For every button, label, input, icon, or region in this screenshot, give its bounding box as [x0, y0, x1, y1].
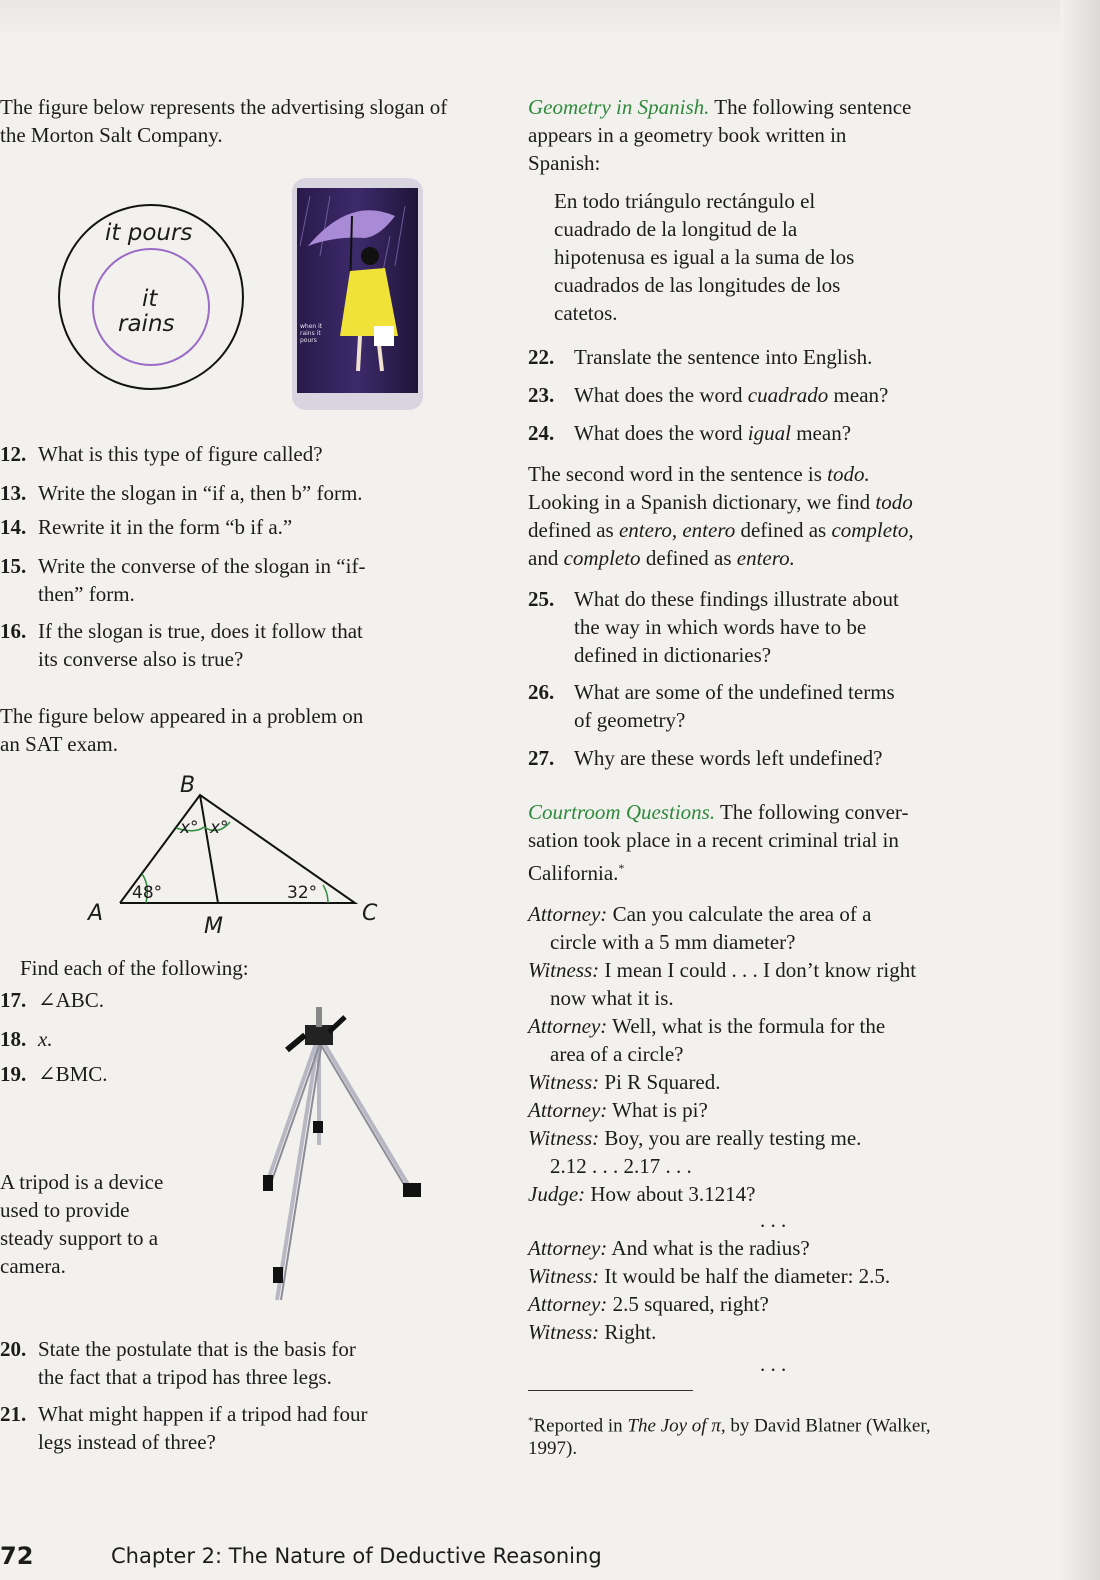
- morton-salt-can-photo: [290, 176, 425, 412]
- dialogue-witness-4: Witness: It would be half the diameter: 2.5.: [528, 1264, 891, 1288]
- dialogue-witness-5: Witness: Right.: [528, 1320, 657, 1344]
- venn-outer-label: it pours: [105, 220, 193, 246]
- courtroom-intro-3: California.*: [528, 861, 625, 885]
- question-13: 13. Write the slogan in “if a, then b” form.: [0, 481, 363, 505]
- spanish-intro-3: Spanish:: [528, 151, 601, 175]
- tripod-line-2: used to provide: [0, 1198, 130, 1222]
- dialogue-witness-3-cont: 2.12 . . . 2.17 . . .: [550, 1154, 692, 1178]
- spanish-heading: Geometry in Spanish.: [528, 95, 710, 119]
- dialogue-attorney-2-cont: area of a circle?: [550, 1042, 684, 1066]
- footnote-2: 1997).: [528, 1438, 578, 1459]
- question-27: 27. Why are these words left undefined?: [528, 746, 883, 770]
- footnote-divider: [528, 1390, 693, 1391]
- angle-x-right-label: x°: [210, 818, 229, 838]
- vertex-b: B: [180, 773, 196, 798]
- page-shadow-right: [1060, 0, 1100, 1580]
- footnote-1: *Reported in The Joy of π, by David Blatner (Walker,: [528, 1415, 931, 1437]
- dialogue-attorney-1-cont: circle with a 5 mm diameter?: [550, 930, 796, 954]
- intro-morton: The figure below represents the advertising slogan of the Morton Salt Company.: [0, 95, 448, 147]
- dialogue-witness-2: Witness: Pi R Squared.: [528, 1070, 721, 1094]
- question-22: 22. Translate the sentence into English.: [528, 345, 873, 369]
- question-23: 23. What does the word cuadrado mean?: [528, 383, 889, 407]
- segment-bm: [200, 795, 218, 903]
- todo-para-4: and completo defined as entero.: [528, 546, 795, 570]
- spanish-quote-3: hipotenusa es igual a la suma de los: [554, 245, 855, 269]
- todo-para-1: The second word in the sentence is todo.: [528, 462, 870, 486]
- question-25: 25. What do these findings illustrate about the way in which words have to be defined in dictionaries?: [528, 587, 899, 667]
- dialogue-attorney-4: Attorney: And what is the radius?: [528, 1236, 810, 1260]
- todo-para-2: Looking in a Spanish dictionary, we find todo: [528, 490, 913, 514]
- vertex-c: C: [362, 901, 378, 926]
- dialogue-witness-1-cont: now what it is.: [550, 986, 674, 1010]
- vertex-m: M: [204, 914, 223, 939]
- question-26: 26. What are some of the undefined terms of geometry?: [528, 680, 895, 732]
- question-19: 19. ∠BMC.: [0, 1062, 108, 1086]
- todo-para-3: defined as entero, entero defined as completo,: [528, 518, 914, 542]
- dialogue-ellipsis-2: . . .: [760, 1352, 787, 1376]
- intro-sat-1: The figure below appeared in a problem on: [0, 704, 364, 728]
- triangle-figure: [80, 770, 400, 950]
- question-15: 15. Write the converse of the slogan in “if- then” form.: [0, 554, 366, 606]
- can-slogan: when it rains it pours: [300, 323, 323, 344]
- tripod-line-3: steady support to a: [0, 1226, 159, 1250]
- dialogue-ellipsis-1: . . .: [760, 1208, 787, 1232]
- question-24: 24. What does the word igual mean?: [528, 421, 852, 445]
- spanish-quote-4: cuadrados de las longitudes de los: [554, 273, 841, 297]
- vertex-a: A: [88, 901, 104, 926]
- question-14: 14. Rewrite it in the form “b if a.”: [0, 515, 293, 539]
- courtroom-intro-1: Courtroom Questions. The following conver-: [528, 800, 909, 824]
- tripod-line-4: camera.: [0, 1254, 66, 1278]
- intro-sat-2: an SAT exam.: [0, 732, 119, 756]
- question-18: 18. x.: [0, 1027, 53, 1051]
- dialogue-attorney-3: Attorney: What is pi?: [528, 1098, 708, 1122]
- venn-inner-label-1: it: [142, 286, 158, 312]
- angle-c-label: 32°: [287, 883, 318, 903]
- venn-inner-label-2: rains: [118, 311, 175, 337]
- dialogue-witness-3: Witness: Boy, you are really testing me.: [528, 1126, 862, 1150]
- question-21: 21. What might happen if a tripod had four legs instead of three?: [0, 1402, 368, 1454]
- spanish-intro-2: appears in a geometry book written in: [528, 123, 847, 147]
- tripod-line-1: A tripod is a device: [0, 1170, 164, 1194]
- tripod-photo: [255, 1005, 465, 1310]
- angle-a-label: 48°: [132, 883, 163, 903]
- spanish-quote-5: catetos.: [554, 301, 618, 325]
- dialogue-witness-1: Witness: I mean I could . . . I don’t know right: [528, 958, 917, 982]
- footnote-marker: *: [618, 861, 625, 875]
- spanish-quote-2: cuadrado de la longitud de la: [554, 217, 798, 241]
- question-20: 20. State the postulate that is the basis for the fact that a tripod has three legs.: [0, 1337, 356, 1389]
- dialogue-attorney-1: Attorney: Can you calculate the area of a: [528, 902, 872, 926]
- dialogue-attorney-5: Attorney: 2.5 squared, right?: [528, 1292, 769, 1316]
- spanish-quote-1: En todo triángulo rectángulo el: [554, 189, 816, 213]
- chapter-title: Chapter 2: The Nature of Deductive Reasoning: [111, 1544, 602, 1568]
- angle-x-left-label: x°: [180, 818, 199, 838]
- page-number: 72: [0, 1542, 34, 1570]
- find-instruction: Find each of the following:: [20, 956, 249, 980]
- dialogue-judge-1: Judge: How about 3.1214?: [528, 1182, 756, 1206]
- question-12: 12. What is this type of figure called?: [0, 442, 323, 466]
- courtroom-heading: Courtroom Questions.: [528, 800, 716, 824]
- question-17: 17. ∠ABC.: [0, 988, 105, 1012]
- courtroom-intro-2: sation took place in a recent criminal trial in: [528, 828, 899, 852]
- dialogue-attorney-2: Attorney: Well, what is the formula for the: [528, 1014, 886, 1038]
- page-shadow-top: [0, 0, 1100, 40]
- spanish-intro-1: Geometry in Spanish. The following sentence: [528, 95, 912, 119]
- question-16: 16. If the slogan is true, does it follow that its converse also is true?: [0, 619, 363, 671]
